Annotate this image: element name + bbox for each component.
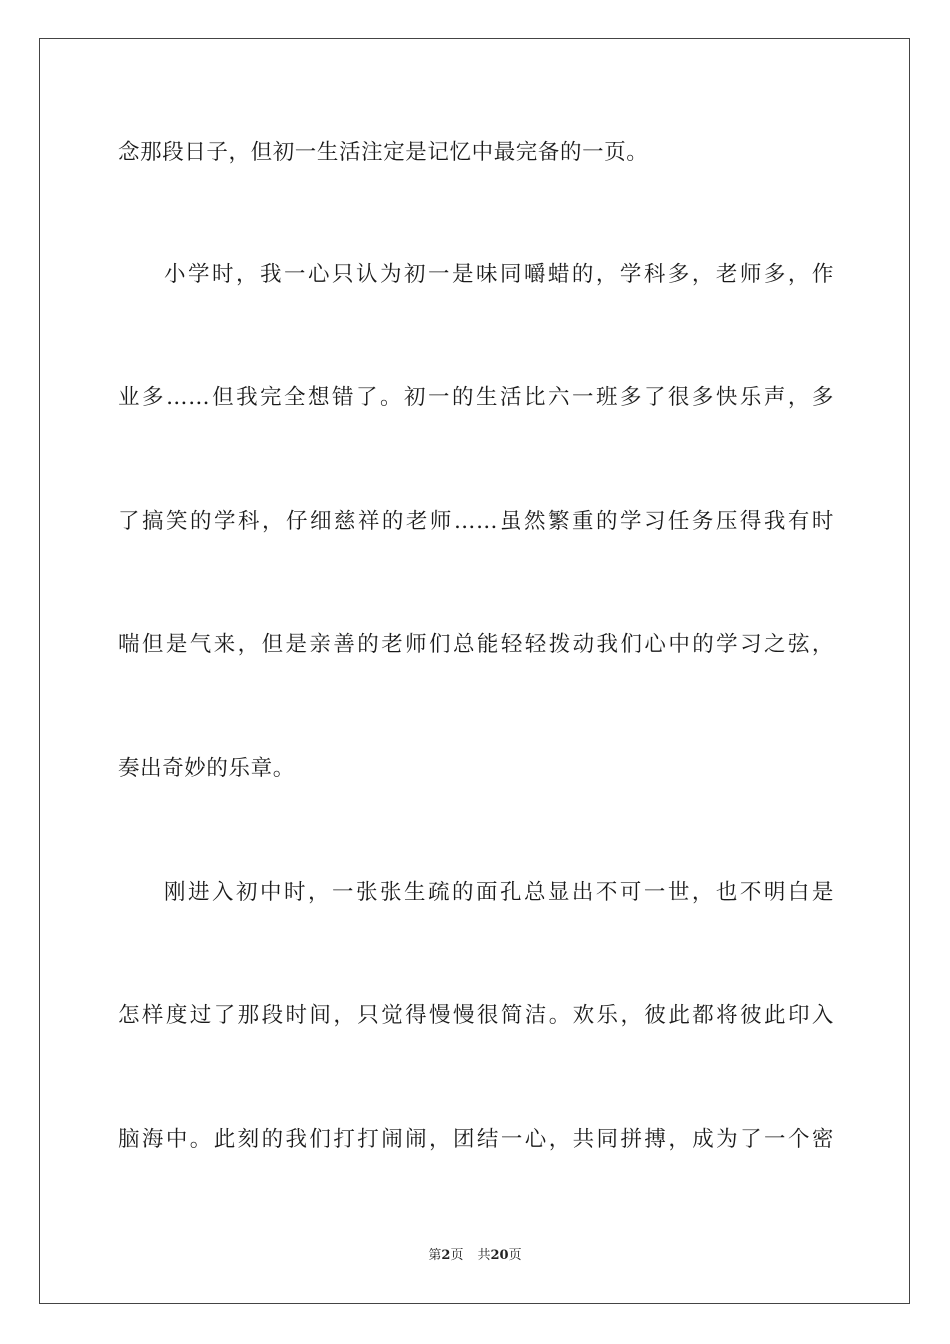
total-pages-indicator: 共20页: [477, 1248, 522, 1263]
text-line-8: 怎样度过了那段时间，只觉得慢慢很简洁。欢乐，彼此都将彼此印入: [118, 1003, 834, 1028]
text-line-7: 刚进入初中时，一张张生疏的面孔总显出不可一世，也不明白是: [164, 880, 834, 905]
text-line-5: 喘但是气来，但是亲善的老师们总能轻轻拨动我们心中的学习之弦，: [118, 632, 834, 657]
text-line-9: 脑海中。此刻的我们打打闹闹，团结一心，共同拼搏，成为了一个密: [118, 1127, 834, 1152]
page-indicator: 第2页: [428, 1248, 464, 1263]
page-border: [39, 38, 910, 1304]
text-line-6: 奏出奇妙的乐章。: [118, 756, 295, 781]
total-pages: 20: [490, 1248, 509, 1263]
text-line-3: 业多……但我完全想错了。初一的生活比六一班多了很多快乐声，多: [118, 385, 834, 410]
text-line-1: 念那段日子，但初一生活注定是记忆中最完备的一页。: [118, 140, 649, 165]
page-number: 2: [441, 1248, 451, 1263]
text-line-4: 了搞笑的学科，仔细慈祥的老师……虽然繁重的学习任务压得我有时: [118, 509, 834, 534]
text-line-2: 小学时，我一心只认为初一是味同嚼蜡的，学科多，老师多，作: [164, 262, 834, 287]
page-footer: [0, 1247, 950, 1265]
